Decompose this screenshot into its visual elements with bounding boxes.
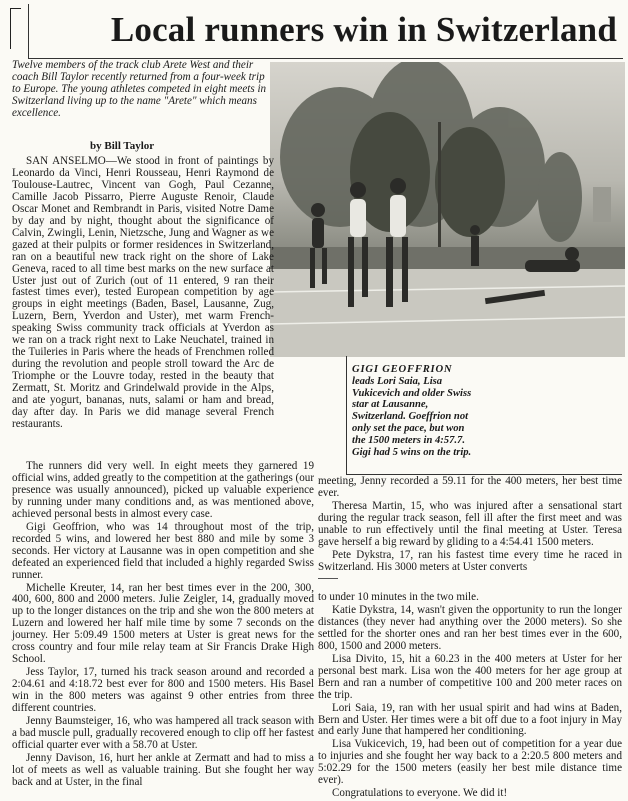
caption-text: leads Lori Saia, Lisa Vukicevich and older Swiss star at Lausanne, Switzerland. Goeffrion not only set the pace, but won the 1500 meters in 4:57.7. Gigi had 5 wins on the trip. xyxy=(352,375,472,458)
article-paragraph: Katie Dykstra, 14, wasn't given the opportunity to run the longer distances (they never had anything over the 2000 meters). So she settled for the shorter ones and ran her best times ever in the 600, 800, 1500 and 2000 meters. xyxy=(318,603,622,652)
headline: Local runners win in Switzerland xyxy=(110,10,617,49)
article-paragraph: Congratulations to everyone. We did it! xyxy=(332,787,508,800)
article-column-1 xyxy=(12,156,274,432)
corner-mark xyxy=(10,8,21,49)
photo-caption xyxy=(352,364,472,458)
article-paragraph: Jess Taylor, 17, turned his track season around and recorded a 2:04.61 and 4:18.72 best ever for 800 and 1500 meters. His Basel win in the 800 meters was against 9 other entries from three different countries. xyxy=(12,666,314,715)
article-column-2 xyxy=(12,461,314,790)
article-paragraph: Lisa Vukicevich, 19, had been out of competition for a year due to injuries and she fought her way back to a 2:20.5 800 meters and 5:02.29 for the 1500 meters (easily her best mile distance time ever). xyxy=(318,738,622,787)
article-column-3 xyxy=(318,476,622,575)
article-paragraph: Michelle Kreuter, 14, ran her best times ever in the 200, 300, 400, 600, 800 and 2000 meters. Julie Zeigler, 14, gradually moved up to the longer distances on the trip and she won the 800 meters at Luzern and lowered her half mile time by some 7 seconds on the journey. Her 5:09.49 1500 meters at Uster is great news for the cross country and four mile relay team at Sir Francis Drake High School. xyxy=(12,581,314,666)
article-paragraph: meeting, Jenny recorded a 59.11 for the 400 meters, her best time ever. xyxy=(318,475,622,499)
article-paragraph: Jenny Davison, 16, hurt her ankle at Zermatt and had to miss a lot of meets as well as valuable training. But she fought her way back and at Uster, in the final xyxy=(12,751,314,788)
caption-name: GIGI GEOFFRION xyxy=(352,364,453,375)
article-paragraph: Lori Saia, 19, ran with her usual spirit and had wins at Baden, Bern and Uster. Her times were a bit off due to a foot injury in May and early June that hampered her conditioning. xyxy=(318,701,622,738)
race-photo-illustration xyxy=(270,62,625,357)
article-paragraph: to under 10 minutes in the two mile. xyxy=(318,591,479,603)
article-paragraph: Jenny Baumsteiger, 16, who was hampered all track season with a bad muscle pull, gradually recovered enough to clip off her fastest official quarter ever with a 58.70 at Uster. xyxy=(12,715,314,751)
caption-rule-vertical xyxy=(346,356,347,474)
article-paragraph: Theresa Martin, 15, who was injured after a sensational start during the regular track season, fell ill after the first meet and was unable to run effectively until the final meeting at Uster. Teresa gave herself a big reward by gliding to a 4:54.41 1500 meters. xyxy=(318,499,622,548)
intro-paragraph: Twelve members of the track club Arete West and their coach Bill Taylor recently returned from a four-week trip to Europe. The young athletes competed in eight meets in Switzerland living up to the name "Arete" which means excellence. xyxy=(12,59,267,119)
article-paragraph: The runners did very well. In eight meets they garnered 19 official wins, added greatly to the competition at the gatherings (our presence was usually announced), picked up valuable experience by running under many conditions and, as was mentioned above, achieved personal bests in almost every case. xyxy=(12,460,315,520)
byline: by Bill Taylor xyxy=(90,140,155,152)
headline-box xyxy=(28,4,623,59)
race-photo xyxy=(270,62,625,357)
article-paragraph: Pete Dykstra, 17, ran his fastest time every time he raced in Switzerland. His 3000 meters at Uster converts xyxy=(318,548,622,573)
article-paragraph: Gigi Geoffrion, who was 14 throughout most of the trip, recorded 5 wins, and lowered her best 880 and mile by some 3 seconds. Her victory at Lausanne was in open competition and she defeated an experienced field that included a highly regarded Swiss runner. xyxy=(12,520,314,581)
article-paragraph: SAN ANSELMO—We stood in front of paintings by Leonardo da Vinci, Henri Rousseau, Henri Raymond de Toulouse-Lautrec, Vincent van Gogh, Paul Cezanne, Camille Jacob Pissarro, Pierre Auguste Renoir, Claude Oscar Monet and Rembrandt in Paris, visited Notre Dame by day and by night, thought about the significance of Calvin, Zwingli, Lenin, Nietzsche, Jung and Wagner as we gazed at their pulpits or former residences in Switzerland, ran on a beautiful new track right on the shore of Lake Geneva, raced to all time best marks on the new surface at Uster just out of Zurich (out of 11 entered, 9 ran their fastest times ever), tested European competition by age groups in eight meetings (Baden, Basel, Lausanne, Zug, Luzern, Bern, Yverdon and Uster), met warm French-speaking Swiss community track officials at Yverdon as we ran on a track right next to Lake Neuchatel, trained in the Tuileries in Paris where the heads of Frenchmen rolled during the revolution and people stroll toward the Arc de Triomphe or the Louvre today, rested in the beauty that Zermatt, St. Moritz and Grindelwald provide in the Alps, and ate yogurt, bananas, nuts, salami or ham and bread, day after day. In Paris we did manage several French restaurants. xyxy=(12,155,274,430)
article-column-4 xyxy=(318,592,622,801)
article-paragraph: Lisa Divito, 15, hit a 60.23 in the 400 meters at Uster for her personal best mark. Lisa won the 400 meters for her age group at Bern and ran a number of competitive 100 and 200 meter races on the trip. xyxy=(318,652,622,701)
column-break-rule xyxy=(318,578,338,579)
